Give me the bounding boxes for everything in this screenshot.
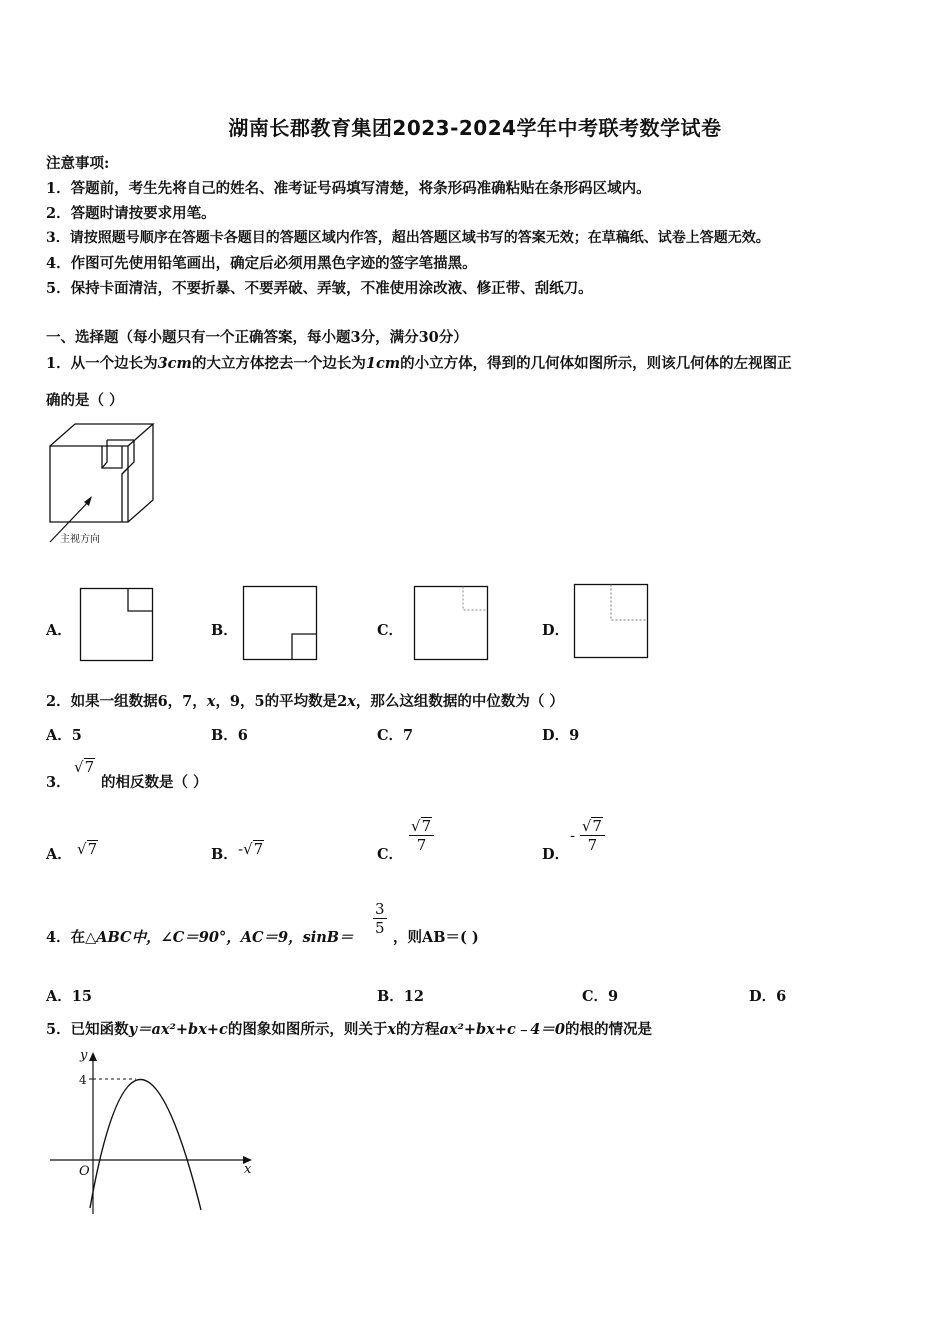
q4-option-b: B．12 (377, 988, 424, 1005)
q1-text-a: 1．从一个边长为 (46, 355, 158, 372)
q4-fraction-3-5: $\frac{3}{5}$ (375, 900, 385, 937)
q2-var-x-2: x (347, 693, 356, 710)
q4-stem: 4．在△ABC中，∠C＝90°，AC＝9，sinB＝ (46, 929, 354, 946)
section-heading: 一、选择题（每小题只有一个正确答案，每小题3分，满分30分） (46, 329, 468, 346)
q2-text-c: ，那么这组数据的中位数为（ ） (355, 693, 564, 710)
q1-option-d-figure (574, 584, 650, 660)
q4-stem-end: ，则AB＝( ) (393, 929, 479, 946)
q2-option-c: C．7 (377, 727, 414, 744)
q3-sqrt7: √7 (74, 758, 95, 776)
q2-option-a: A．5 (46, 727, 82, 744)
q2-text-a: 2．如果一组数据6，7， (46, 693, 207, 710)
q4-option-c: C．9 (582, 988, 619, 1005)
notice-item-3: 3．请按照题号顺序在答题卡各题目的答题区域内作答，超出答题区域书写的答案无效；在草稿纸、试卷上答题无效。 (46, 230, 770, 246)
q3-option-b-value: -√7 (238, 840, 264, 858)
q3-stem: 的相反数是（ ） (101, 774, 208, 791)
q1-text-c: 的小立方体，得到的几何体如图所示，则该几何体的左视图正 (400, 355, 792, 372)
q2-option-d: D．9 (542, 727, 580, 744)
notice-item-5: 5．保持卡面清洁，不要折暴、不要弄破、弄皱，不准使用涂改液、修正带、刮纸刀。 (46, 280, 593, 297)
q1-option-a-figure (80, 588, 154, 662)
q3-option-d-label: D． (542, 846, 570, 863)
q2-var-x: x (206, 693, 216, 710)
q5-stem: 5．已知函数y＝ax²+bx+c的图象如图所示，则关于x的方程ax²+bx+c﹣4＝0的根的情况是 (46, 1021, 652, 1038)
q1-option-d-label: D． (542, 622, 570, 639)
q1-option-c-figure (414, 586, 490, 662)
q1-option-b-label: B． (211, 622, 238, 639)
q1-option-c-label: C． (377, 622, 404, 639)
q3-option-a-label: A． (46, 846, 72, 863)
q1-view-direction-label: 主视方向 (60, 534, 100, 545)
q1-cube-figure (40, 418, 170, 548)
q1-option-b-figure (243, 586, 319, 662)
q4-option-a: A．15 (46, 988, 92, 1005)
q2-stem (46, 690, 564, 711)
page-title: 湖南长郡教育集团2023-2024学年中考联考数学试卷 (228, 116, 722, 140)
q1-text-b: 的大立方体挖去一个边长为 (191, 355, 366, 372)
q3-option-c-value: $\frac{√7}{7}$ (409, 817, 434, 854)
q5-y-tick-4: 4 (79, 1073, 87, 1087)
q5-x-axis-label: x (244, 1162, 252, 1177)
q1-value-3cm: 3cm (157, 355, 192, 372)
notice-item-2: 2．答题时请按要求用笔。 (46, 205, 216, 222)
q3-option-c-label: C． (377, 846, 404, 863)
q1-stem-line1 (46, 352, 792, 373)
q5-origin-label: O (79, 1164, 90, 1179)
q4-option-d: D．6 (749, 988, 787, 1005)
q1-value-1cm: 1cm (365, 355, 401, 372)
q3-number: 3． (46, 774, 71, 791)
q5-parabola-graph (46, 1046, 266, 1221)
notice-item-1: 1．答题前，考生先将自己的姓名、准考证号码填写清楚，将条形码准确粘贴在条形码区域内。 (46, 180, 651, 197)
q5-y-axis-label: y (80, 1048, 88, 1063)
notice-item-4: 4．作图可先使用铅笔画出，确定后必须用黑色字迹的签字笔描黑。 (46, 255, 477, 272)
q2-text-b: ，9，5的平均数是2 (215, 693, 348, 710)
q3-option-a-value: √7 (77, 840, 98, 858)
q3-option-b-label: B． (211, 846, 238, 863)
notice-heading: 注意事项: (46, 155, 110, 172)
q2-option-b: B．6 (211, 727, 248, 744)
q1-stem-line2: 确的是（ ） (46, 392, 124, 409)
q1-option-a-label: A． (46, 622, 72, 639)
q3-option-d-value: - $\frac{√7}{7}$ (570, 817, 605, 854)
